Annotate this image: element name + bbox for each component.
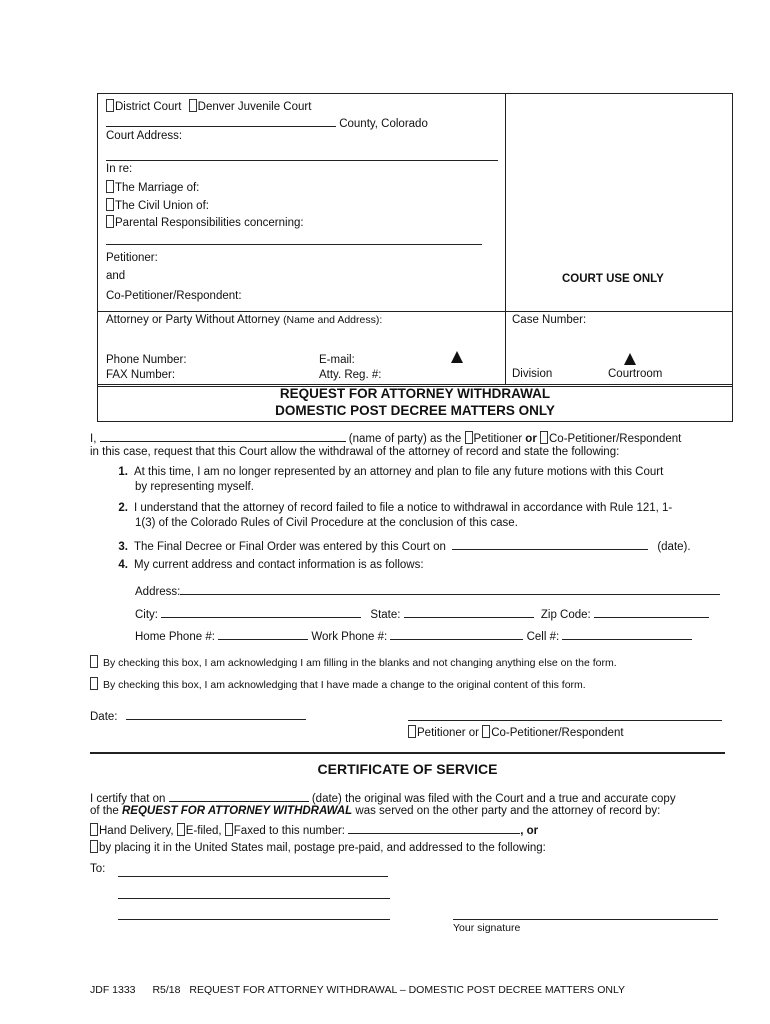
- item-number: 3.: [118, 541, 128, 553]
- county-row: [106, 115, 428, 130]
- footer-title: REQUEST FOR ATTORNEY WITHDRAWAL – DOMESTIC POST DECREE MATTERS ONLY: [189, 984, 626, 996]
- certificate-title: CERTIFICATE OF SERVICE: [317, 761, 498, 777]
- denver-juvenile-checkbox[interactable]: [189, 99, 197, 112]
- court-use-only: COURT USE ONLY: [562, 273, 664, 285]
- parties-line[interactable]: [106, 244, 482, 245]
- court-address-line[interactable]: [106, 160, 498, 161]
- section-divider: [90, 752, 725, 754]
- phone-row: [135, 628, 692, 643]
- caption-hdivider: [97, 311, 732, 312]
- item-4: [106, 559, 424, 571]
- ack-2-checkbox[interactable]: [90, 677, 98, 690]
- to-line-1[interactable]: [118, 876, 388, 877]
- phone-label: Phone Number:: [106, 354, 187, 366]
- item-2-cont: 1(3) of the Colorado Rules of Civil Procedure at the conclusion of this case.: [135, 517, 518, 529]
- item-number: 4.: [118, 559, 128, 571]
- home-phone-field[interactable]: [218, 628, 308, 640]
- mail-checkbox[interactable]: [90, 840, 98, 853]
- petitioner-option: Petitioner: [473, 433, 523, 445]
- district-court-checkbox[interactable]: [106, 99, 114, 112]
- to-line-2[interactable]: [118, 898, 390, 899]
- email-label: E-mail:: [319, 354, 355, 366]
- ack-1-label: By checking this box, I am acknowledging I am filling in the blanks and not changing anything else on the form.: [103, 657, 617, 669]
- to-line-3[interactable]: [118, 919, 390, 920]
- efiled-checkbox[interactable]: [177, 823, 185, 836]
- parental-row: [106, 215, 304, 229]
- item-number: 2.: [118, 502, 128, 514]
- work-phone-field[interactable]: [390, 628, 523, 640]
- co-petitioner-option: Co-Petitioner/Respondent: [549, 433, 682, 445]
- sig-co-checkbox[interactable]: [482, 725, 490, 738]
- cert-line-1: [90, 790, 676, 805]
- faxed-checkbox[interactable]: [225, 823, 233, 836]
- courtroom-label: Courtroom: [608, 368, 663, 380]
- footer: [90, 984, 625, 996]
- cert-l2-c: was served on the other party and the attorney of record by:: [355, 805, 661, 817]
- party-name-field[interactable]: [100, 430, 346, 442]
- item-text: My current address and contact information is as follows:: [134, 559, 424, 571]
- sig-co-label: Co-Petitioner/Respondent: [491, 727, 624, 739]
- i-label: I,: [90, 433, 97, 445]
- item-1: [106, 466, 663, 478]
- parental-label: Parental Responsibilities concerning:: [115, 217, 304, 229]
- atty-reg-label: Atty. Reg. #:: [319, 369, 382, 381]
- signature-line[interactable]: [408, 720, 722, 721]
- co-petitioner-checkbox[interactable]: [540, 431, 548, 444]
- division-label: Division: [512, 368, 553, 380]
- item-2: [106, 502, 672, 514]
- caption-divider: [505, 93, 506, 385]
- state-field[interactable]: [404, 606, 534, 618]
- your-signature-label: Your signature: [453, 922, 521, 934]
- ack-2-label: By checking this box, I am acknowledging that I have made a change to the original content of this form.: [103, 679, 586, 691]
- civil-union-row: [106, 198, 209, 212]
- cert-mail-row: [90, 840, 546, 854]
- sig-petitioner-checkbox[interactable]: [408, 725, 416, 738]
- work-phone-label: Work Phone #:: [311, 631, 388, 643]
- cert-l2-a: of the: [90, 805, 119, 817]
- date-suffix: (date).: [657, 541, 691, 553]
- cert-delivery-row: [90, 822, 538, 837]
- to-label: To:: [90, 863, 106, 875]
- address-label: Address:: [135, 586, 181, 598]
- cert-line-2: [90, 805, 660, 817]
- request-line: in this case, request that this Court allow the withdrawal of the attorney of record and state the following:: [90, 446, 620, 458]
- title-line-1: REQUEST FOR ATTORNEY WITHDRAWAL: [279, 386, 551, 401]
- footer-form: JDF 1333: [90, 984, 136, 996]
- marriage-row: [106, 180, 199, 194]
- address-field[interactable]: [180, 583, 720, 595]
- item-text: The Final Decree or Final Order was entered by this Court on: [134, 541, 446, 553]
- co-petitioner-label: Co-Petitioner/Respondent:: [106, 290, 242, 302]
- zip-field[interactable]: [594, 606, 709, 618]
- case-number-label: Case Number:: [512, 314, 587, 326]
- address-row: [135, 583, 720, 598]
- item-1-cont: by representing myself.: [135, 481, 254, 493]
- county-label: County, Colorado: [339, 118, 428, 130]
- caption-box: [97, 93, 733, 387]
- zip-label: Zip Code:: [540, 609, 591, 621]
- district-court-label: District Court: [115, 101, 182, 113]
- parental-checkbox[interactable]: [106, 215, 114, 228]
- date-field[interactable]: [126, 708, 306, 720]
- item-text: At this time, I am no longer represented by an attorney and plan to file any future motions with this Court: [134, 466, 664, 478]
- hand-delivery-label: Hand Delivery,: [99, 825, 174, 837]
- date-label: Date:: [90, 711, 118, 723]
- fax-number-field[interactable]: [348, 822, 520, 834]
- petitioner-label: Petitioner:: [106, 252, 158, 264]
- ack-2-row: [90, 677, 586, 691]
- civil-union-checkbox[interactable]: [106, 198, 114, 211]
- home-phone-label: Home Phone #:: [135, 631, 215, 643]
- cell-field[interactable]: [562, 628, 692, 640]
- triangle-icon-2: [624, 353, 636, 365]
- or-label: , or: [520, 825, 539, 837]
- and-label: and: [106, 270, 126, 282]
- faxed-label: Faxed to this number:: [233, 825, 346, 837]
- marriage-label: The Marriage of:: [115, 182, 200, 194]
- city-field[interactable]: [161, 606, 361, 618]
- decree-date-field[interactable]: [452, 538, 648, 550]
- item-3: [106, 538, 691, 553]
- ack-1-row: [90, 655, 617, 669]
- footer-rev: R5/18: [152, 984, 181, 996]
- cert-date-field[interactable]: [169, 790, 309, 802]
- marriage-checkbox[interactable]: [106, 180, 114, 193]
- county-field[interactable]: [106, 115, 336, 127]
- date-row: [90, 708, 306, 723]
- sig-petitioner-label: Petitioner or: [417, 727, 480, 739]
- denver-juvenile-label: Denver Juvenile Court: [197, 101, 312, 113]
- petitioner-checkbox[interactable]: [465, 431, 473, 444]
- cert-l1-b: (date) the original was filed with the Court and a true and accurate copy: [311, 793, 676, 805]
- state-label: State:: [370, 609, 401, 621]
- your-signature-line[interactable]: [453, 919, 718, 920]
- ack-1-checkbox[interactable]: [90, 655, 98, 668]
- attorney-label: Attorney or Party Without Attorney: [106, 314, 280, 326]
- attorney-row: [106, 314, 382, 326]
- civil-union-label: The Civil Union of:: [115, 200, 209, 212]
- cell-label: Cell #:: [526, 631, 560, 643]
- city-row: [135, 606, 709, 621]
- mail-label: by placing it in the United States mail, postage pre-paid, and addressed to the following:: [99, 842, 546, 854]
- title-line-2: DOMESTIC POST DECREE MATTERS ONLY: [275, 403, 555, 418]
- signature-role-row: [408, 725, 624, 739]
- party-row: [90, 430, 681, 445]
- city-label: City:: [135, 609, 158, 621]
- cert-l2-b: REQUEST FOR ATTORNEY WITHDRAWAL: [121, 805, 353, 817]
- triangle-icon: [451, 351, 463, 363]
- in-re-label: In re:: [106, 163, 133, 175]
- cert-l1-a: I certify that on: [90, 793, 166, 805]
- or-label: or: [525, 433, 537, 445]
- item-text: I understand that the attorney of record failed to file a notice to withdrawal in accordance with Rule 121, 1-: [134, 502, 673, 514]
- court-address-label: Court Address:: [106, 130, 183, 142]
- hand-delivery-checkbox[interactable]: [90, 823, 98, 836]
- name-of-party-label: (name of party) as the: [348, 433, 462, 445]
- efiled-label: E-filed,: [185, 825, 222, 837]
- fax-label: FAX Number:: [106, 369, 176, 381]
- item-number: 1.: [118, 466, 128, 478]
- attorney-paren: (Name and Address):: [283, 314, 383, 326]
- court-type-row: [106, 99, 311, 113]
